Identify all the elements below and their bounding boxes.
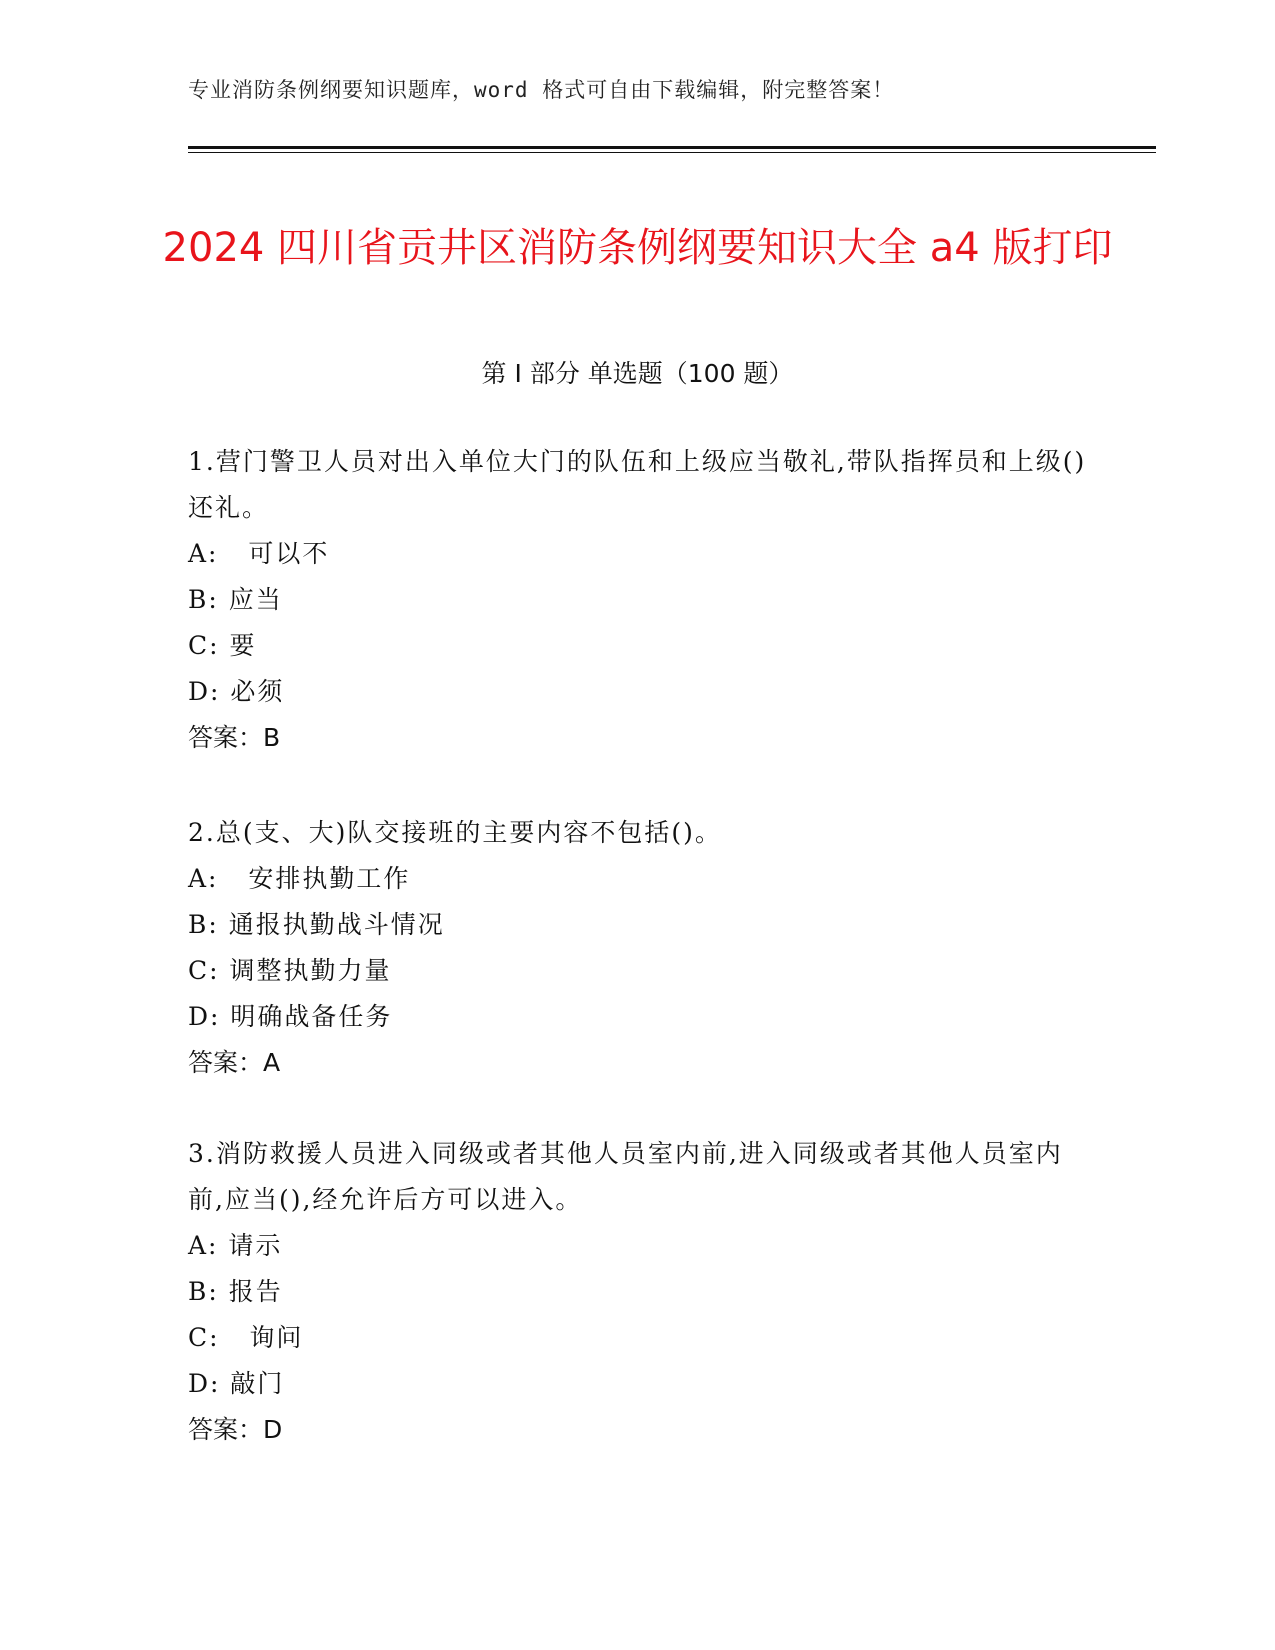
option-b: B: 通报执勤战斗情况 — [188, 910, 445, 939]
question-stem: 2.总(支、大)队交接班的主要内容不包括()。 — [188, 818, 722, 847]
document-title: 2024 四川省贡井区消防条例纲要知识大全 a4 版打印 — [162, 224, 1113, 271]
option-b: B: 报告 — [188, 1277, 283, 1306]
header-rule-thin — [188, 152, 1156, 153]
option-d: D: 敲门 — [188, 1369, 285, 1398]
answer: 答案：A — [188, 1048, 281, 1077]
header-rule-thick — [188, 146, 1156, 149]
option-a: A: 请示 — [188, 1231, 283, 1260]
option-d: D: 明确战备任务 — [188, 1002, 393, 1031]
question-stem: 1.营门警卫人员对出入单位大门的队伍和上级应当敬礼,带队指挥员和上级()还礼。 — [188, 447, 1087, 522]
answer: 答案：B — [188, 723, 281, 752]
question-3 — [188, 1131, 1088, 1453]
header-note: 专业消防条例纲要知识题库，word 格式可自由下载编辑，附完整答案！ — [188, 78, 895, 102]
option-c: C: 调整执勤力量 — [188, 956, 392, 985]
option-b: B: 应当 — [188, 585, 283, 614]
option-c: C: 询问 — [188, 1323, 304, 1352]
question-stem: 3.消防救援人员进入同级或者其他人员室内前,进入同级或者其他人员室内前,应当(),经允许后方可以进入。 — [188, 1139, 1063, 1214]
option-d: D: 必须 — [188, 677, 285, 706]
question-2 — [188, 810, 1088, 1086]
answer: 答案：D — [188, 1415, 283, 1444]
question-1 — [188, 439, 1088, 761]
section-title: 第 I 部分 单选题（100 题） — [481, 359, 794, 388]
option-c: C: 要 — [188, 631, 257, 660]
option-a: A: 安排执勤工作 — [188, 864, 411, 893]
option-a: A: 可以不 — [188, 539, 330, 568]
